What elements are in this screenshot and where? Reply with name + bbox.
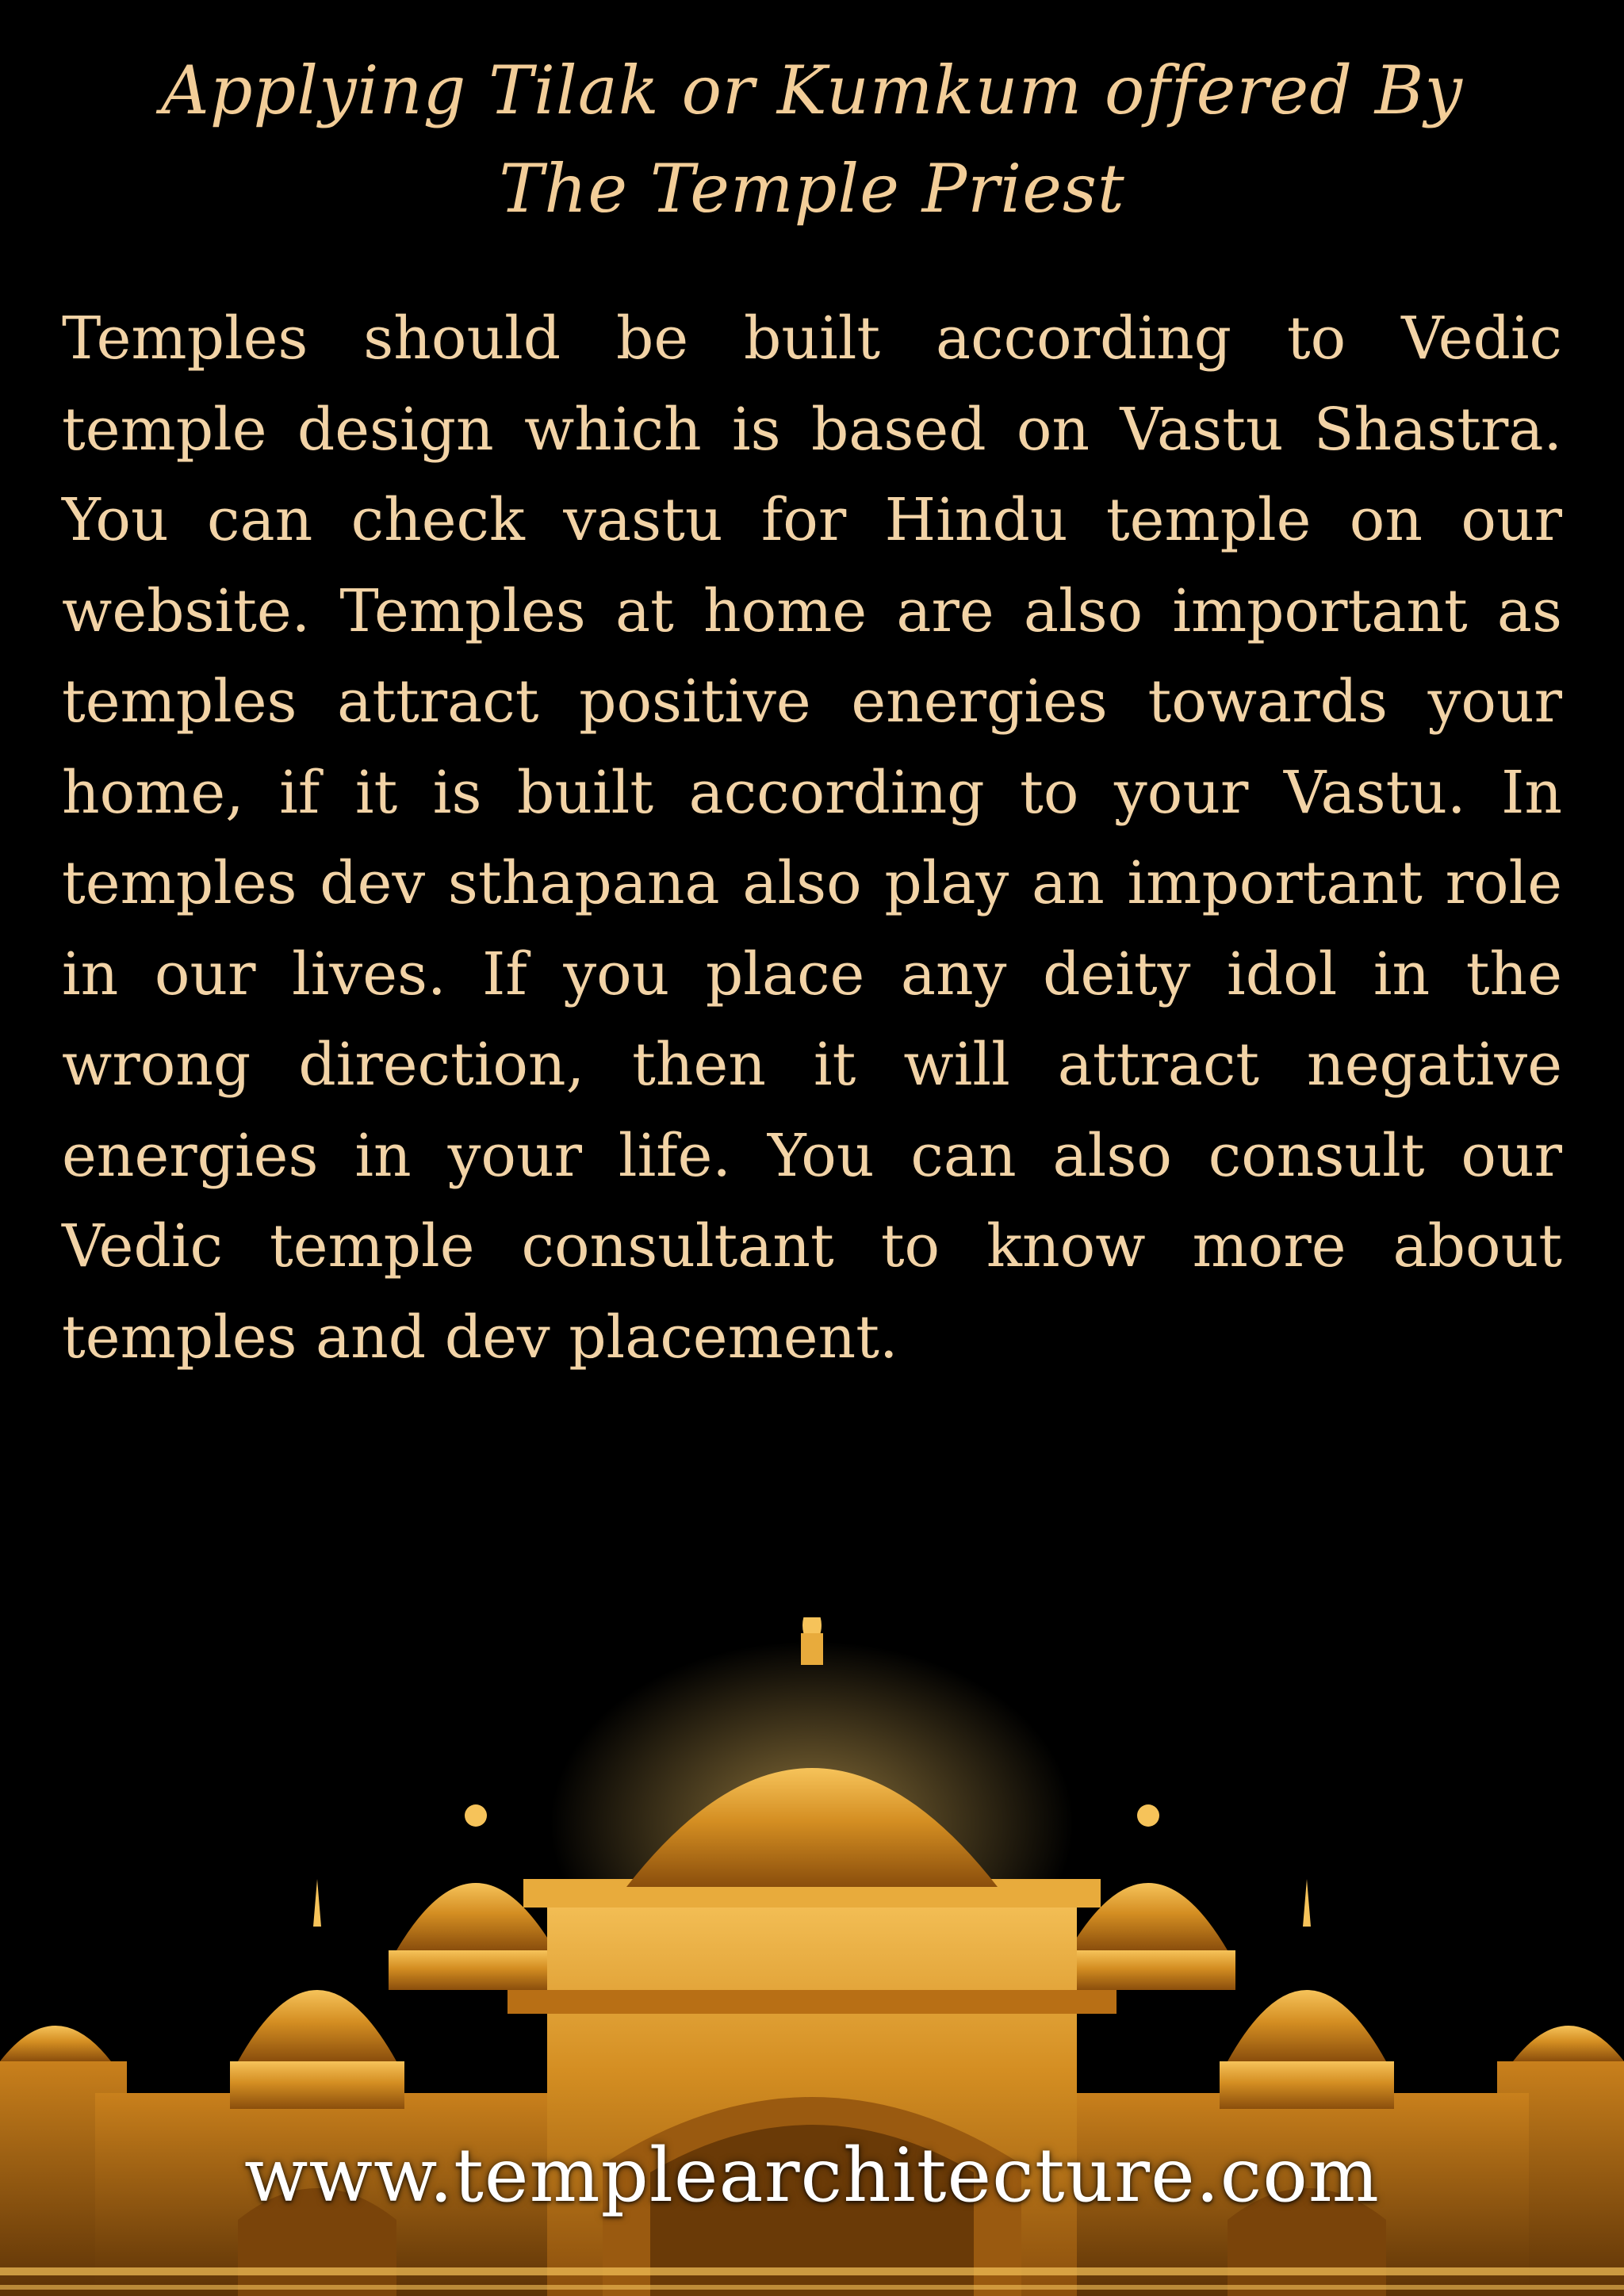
- page-title: [0, 41, 1624, 238]
- body-paragraph: Temples should be built according to Vedic temple design which is based on Vastu Shastra. You can check vastu for Hindu temple on our website. Temples at home are also important as temples attract positive energies towards your home, if it is built according to your Vastu. In temples dev sthapana also play an important role in our lives. If you place any deity idol in the wrong direction, then it will attract negative energies in your life. You can also consult our Vedic temple consultant to know more about temples and dev placement.: [62, 304, 1562, 1372]
- title-line-1: Applying Tilak or Kumkum offered By: [161, 52, 1463, 129]
- title-line-2: The Temple Priest: [499, 150, 1125, 228]
- website-url: www.templearchitecture.com: [244, 2133, 1380, 2219]
